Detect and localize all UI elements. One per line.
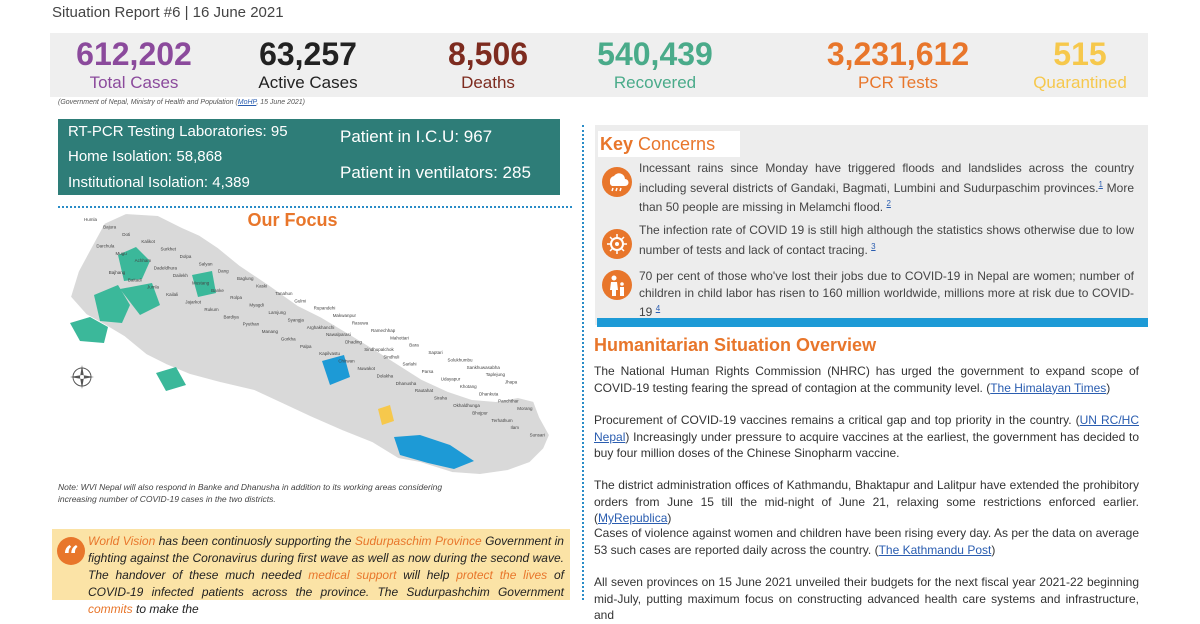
district-label: Dolpa xyxy=(179,253,192,259)
footnote-link[interactable]: 4 xyxy=(655,304,661,313)
concern-text: The infection rate of COVID 19 is still high although the statistics shows otherwise due to low number of tests and lack of contact tracing. xyxy=(639,223,1134,257)
district-label: Saptari xyxy=(428,350,443,356)
district-label: Siraha xyxy=(433,395,447,401)
district-label: Rolpa xyxy=(230,295,243,301)
concern-text: Incessant rains since Monday have triggered floods and landslides across the country including several districts of Gandaki, Bagmati, Lumbini and Sudurpaschim provinces. xyxy=(639,161,1134,195)
district-label: Achham xyxy=(134,258,152,264)
district-label: Syangja xyxy=(287,317,304,323)
quote-segment: of COVID-19 infected patients across the province. The Sudurpashchim Government xyxy=(88,568,564,599)
district-label: Palpa xyxy=(300,343,312,349)
rain-cloud-icon xyxy=(602,167,632,197)
quote-segment: World Vision xyxy=(88,534,156,548)
paragraph-text: ) xyxy=(991,542,996,557)
district-label: Dhankuta xyxy=(478,391,499,397)
compass-icon xyxy=(70,365,94,389)
stat-recovered xyxy=(580,35,730,93)
stat-pcr-tests xyxy=(808,35,988,93)
district-label: Nawalparasi xyxy=(325,332,351,338)
concern-text: 70 per cent of those who've lost their jobs due to COVID-19 in Nepal are women; number of children in child labor has risen to 160 million worldwide, millions more at risk due to COVID-19 xyxy=(639,269,1134,319)
district-label: Doti xyxy=(122,231,131,237)
district-label: Parsa xyxy=(421,369,434,375)
district-label: Surkhet xyxy=(160,246,177,252)
paragraph-text: ) xyxy=(1106,380,1111,395)
home-isolation: Home Isolation: 58,868 xyxy=(68,148,223,165)
district-label: Taplejung xyxy=(485,372,506,378)
district-label: Morang xyxy=(517,406,533,412)
district-label: Chitwan xyxy=(338,358,355,364)
overview-paragraph xyxy=(594,477,1139,527)
stat-value: 8,506 xyxy=(447,36,529,72)
source-link[interactable]: UN RC/HC Nepal xyxy=(594,413,1139,444)
stat-value: 63,257 xyxy=(259,36,357,72)
district-label: Dailekh xyxy=(172,273,188,279)
footnote-link[interactable]: 1 xyxy=(1098,179,1103,189)
report-subtitle: Situation Report #6 | 16 June 2021 xyxy=(52,4,284,21)
source-suffix: , 15 June 2021) xyxy=(256,99,305,106)
district-label: Mustang xyxy=(192,280,210,286)
district-label: Humla xyxy=(84,217,98,222)
key-concerns-title xyxy=(598,131,740,157)
overview-title: Humanitarian Situation Overview xyxy=(594,335,877,355)
district-label: Gorkha xyxy=(280,336,296,342)
stats-band xyxy=(50,33,1148,97)
labs-count: RT-PCR Testing Laboratories: 95 xyxy=(68,123,288,140)
district-label: Sankhuwasabha xyxy=(466,364,500,370)
concern-text: More than 50 people are missing in Melamchi flood. xyxy=(639,180,1134,214)
concern-item-3 xyxy=(639,268,1134,321)
quote-segment: commits xyxy=(88,602,133,616)
footnote-link[interactable]: 3 xyxy=(871,241,876,251)
paragraph-text: Cases of violence against women and children have been rising every day. As per the data on average 53 such cases are reported daily across the country. ( xyxy=(594,526,1139,557)
institutional-isolation: Institutional Isolation: 4,389 xyxy=(68,174,250,191)
district-label: Nuwakot xyxy=(357,366,375,372)
stat-quarantined xyxy=(1022,35,1138,93)
district-label: Terhathum xyxy=(491,417,513,423)
district-label: Gulmi xyxy=(294,298,307,304)
stat-value: 540,439 xyxy=(597,36,713,72)
focus-title: Our Focus xyxy=(247,210,338,230)
stat-value: 3,231,612 xyxy=(826,36,970,72)
source-link[interactable]: The Kathmandu Post xyxy=(878,542,992,557)
district-label: Sarlahi xyxy=(402,361,417,367)
stat-label: Recovered xyxy=(613,73,697,92)
title-rest: Concerns xyxy=(633,134,716,154)
district-label: Baglung xyxy=(237,276,254,282)
district-label: Pyuthan xyxy=(242,321,260,327)
stat-value: 612,202 xyxy=(76,36,192,72)
district-label: Sindhuli xyxy=(383,354,400,360)
district-label: Dang xyxy=(217,268,229,274)
district-label: Rukum xyxy=(204,306,219,312)
district-label: Khotang xyxy=(459,383,477,389)
district-label: Ramechhap xyxy=(370,327,396,333)
quote-segment: has been continuosly supporting the xyxy=(155,534,355,548)
overview-paragraph xyxy=(594,574,1139,624)
district-label: Ilam xyxy=(510,425,520,431)
paragraph-text: ) xyxy=(667,511,672,525)
district-label: Bardiya xyxy=(223,314,239,320)
overview-paragraph xyxy=(594,363,1139,396)
district-label: Makwanpur xyxy=(332,313,356,319)
quote-segment: Government in fighting against the Coronavirus during first wave as well as now during the second wave. The handover of these much needed xyxy=(88,534,564,582)
district-label: Okhaldhunga xyxy=(453,402,480,408)
district-label: Tanahun xyxy=(275,290,293,296)
mother-child-icon xyxy=(602,270,632,300)
district-label: Rasuwa xyxy=(351,320,369,326)
district-label: Dhanusha xyxy=(395,380,417,386)
source-link[interactable]: MoHP xyxy=(237,99,257,106)
quote-segment: Sudurpaschim Province xyxy=(354,534,482,548)
district-label: Dadeldhura xyxy=(153,265,178,271)
district-label: Banke xyxy=(211,287,224,293)
district-label: Kaski xyxy=(256,283,268,289)
district-label: Jumla xyxy=(147,284,160,290)
district-label: Kalikot xyxy=(141,239,155,245)
district-label: Lamjung xyxy=(268,309,286,315)
paragraph-text: Procurement of COVID-19 vaccines remains a critical gap and top priority in the country. ( xyxy=(594,413,1080,427)
district-label: Kapilvastu xyxy=(319,351,340,357)
concern-item-2 xyxy=(639,222,1134,258)
district-label: Sindhupalchok xyxy=(364,346,394,352)
stat-label: Active Cases xyxy=(258,73,358,92)
district-label: Darchula xyxy=(96,243,115,249)
concern-item-1 xyxy=(639,160,1134,216)
district-label: Bara xyxy=(409,342,419,348)
district-label: Solukhumbu xyxy=(447,357,473,363)
stat-label: PCR Tests xyxy=(858,73,938,92)
virus-icon xyxy=(602,229,632,259)
stat-value: 515 xyxy=(1053,36,1107,72)
district-label: Myagdi xyxy=(249,302,264,308)
quote-segment: medical support xyxy=(308,568,397,582)
nepal-focus-map xyxy=(60,205,580,490)
stat-deaths xyxy=(416,35,560,93)
paragraph-text: All seven provinces on 15 June 2021 unveiled their budgets for the next fiscal year 2021-22 beginning mid-July, putting maximum focus on constructing advanced health care systems and infrastructure, and xyxy=(594,575,1139,622)
paragraph-text: ) Increasingly under pressure to acquire vaccines at the earliest, the government has decided to buy four million doses of the Chinese Sinopharm vaccine. xyxy=(594,429,1139,460)
source-citation xyxy=(58,99,305,106)
quote-icon: “ xyxy=(57,537,85,565)
district-label: Mahottari xyxy=(390,335,409,341)
stat-active-cases xyxy=(234,35,382,93)
quote-segment: protect the lives xyxy=(456,568,548,582)
district-label: Rupandehi xyxy=(313,305,336,311)
district-label: Baitadi xyxy=(127,277,142,283)
district-label: Udayapur xyxy=(440,376,461,382)
district-label: Kailali xyxy=(166,292,179,298)
district-label: Arghakhanchi xyxy=(306,324,335,330)
district-label: Sunsari xyxy=(529,432,545,438)
column-divider xyxy=(582,125,584,600)
district-label: Jajarkot xyxy=(185,299,202,305)
icu-patients: Patient in I.C.U: 967 xyxy=(340,127,493,146)
quote-text xyxy=(88,533,564,618)
ventilator-patients: Patient in ventilators: 285 xyxy=(340,163,531,182)
district-label: Bajura xyxy=(103,224,117,230)
paragraph-text: The district administration offices of Kathmandu, Bhaktapur and Lalitpur have extended the prohibitory orders from June 15 till the mid-night of June 21, relaxing some restrictions enforced earlier. ( xyxy=(594,478,1139,525)
district-label: Rautahat xyxy=(414,388,434,394)
district-label: Mugu xyxy=(115,250,127,256)
district-label: Dhading xyxy=(345,339,362,345)
quote-box xyxy=(52,529,570,616)
district-label: Panchthar xyxy=(498,398,519,404)
stat-total-cases xyxy=(58,35,210,93)
nepal-map-svg xyxy=(60,205,580,490)
district-label: Salyan xyxy=(198,261,213,267)
footnote-link[interactable]: 2 xyxy=(886,199,891,208)
district-label: Dolakha xyxy=(376,373,394,379)
district-label: Bajhang xyxy=(108,269,126,275)
source-link[interactable]: MyRepublica xyxy=(598,511,668,525)
quote-segment: will help xyxy=(396,568,457,582)
stat-label: Total Cases xyxy=(89,73,179,92)
source-link[interactable]: The Himalayan Times xyxy=(990,380,1107,395)
district-label: Jhapa xyxy=(504,379,518,385)
isolation-stats-box xyxy=(58,119,560,195)
district-label: Bhojpur xyxy=(472,410,488,416)
source-text: (Government of Nepal, Ministry of Health and Population ( xyxy=(58,99,238,106)
stat-label: Quarantined xyxy=(1033,73,1127,92)
title-bold: Key xyxy=(600,134,634,154)
district-label: Manang xyxy=(261,329,279,335)
overview-paragraph xyxy=(594,525,1139,558)
map-note: Note: WVI Nepal will also respond in Banke and Dhanusha in addition to its working areas considering increasing number of COVID-19 cases in the two districts. xyxy=(58,482,443,504)
paragraph-text: The National Human Rights Commission (NHRC) has urged the government to expand scope of COVID-19 testing fearing the spread of contagion at the community level. ( xyxy=(594,364,1139,395)
overview-paragraph xyxy=(594,412,1139,462)
stat-label: Deaths xyxy=(461,73,515,92)
quote-segment: to make the xyxy=(132,602,199,616)
